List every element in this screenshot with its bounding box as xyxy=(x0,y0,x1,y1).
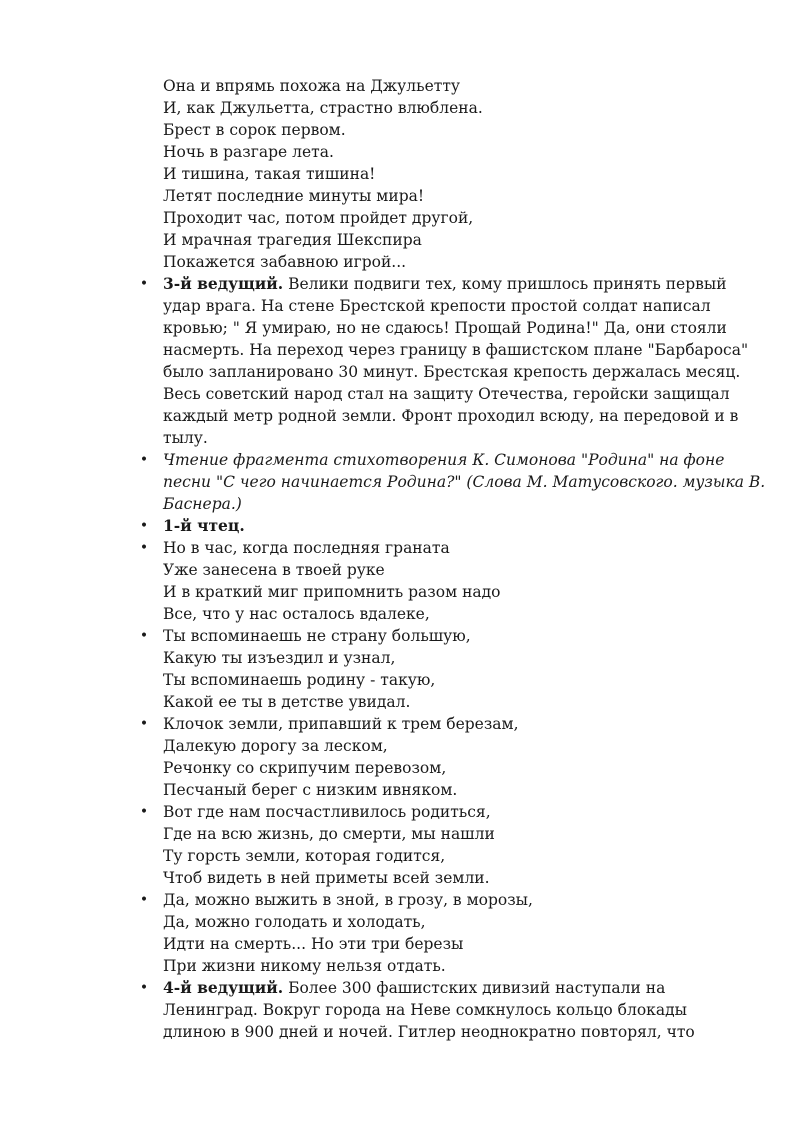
list-item xyxy=(139,801,753,889)
text-line: Какой ее ты в детстве увидал. xyxy=(163,693,411,711)
intro-stanza xyxy=(163,75,753,273)
text-line: кровью; " Я умираю, но не сдаюсь! Прощай Родина!" Да, они стояли xyxy=(163,319,727,337)
text-line: Ночь в разгаре лета. xyxy=(163,143,334,161)
list-item xyxy=(139,273,753,449)
bullet-icon: • xyxy=(139,452,149,468)
document-content xyxy=(139,75,766,1043)
bullet-icon: • xyxy=(139,518,149,534)
text-line: Ленинград. Вокруг города на Неве сомкнулось кольцо блокады xyxy=(163,1001,687,1019)
speaker-label: 1-й чтец. xyxy=(163,516,245,535)
text-line: Но в час, когда последняя граната xyxy=(163,539,450,557)
text-line: Речонку со скрипучим перевозом, xyxy=(163,759,447,777)
list-item xyxy=(139,889,753,977)
text-line: Она и впрямь похожа на Джульетту xyxy=(163,77,461,95)
text-line: длиною в 900 дней и ночей. Гитлер неоднократно повторял, что xyxy=(163,1023,695,1041)
text-line: Вот где нам посчастливилось родиться, xyxy=(163,803,491,821)
list-item xyxy=(139,537,753,625)
stage-direction-line: Чтение фрагмента стихотворения К. Симонова "Родина" на фоне xyxy=(163,451,725,469)
text-line: Брест в сорок первом. xyxy=(163,121,346,139)
bullet-icon: • xyxy=(139,804,149,820)
text-line: И, как Джульетта, страстно влюблена. xyxy=(163,99,483,117)
text-line: Да, можно голодать и холодать, xyxy=(163,913,426,931)
speaker-label: 3-й ведущий. xyxy=(163,274,284,293)
text-line: Чтоб видеть в ней приметы всей земли. xyxy=(163,869,490,887)
text-line xyxy=(163,977,753,999)
list-item xyxy=(139,449,766,515)
text-line: Где на всю жизнь, до смерти, мы нашли xyxy=(163,825,495,843)
text-line: Покажется забавною игрой... xyxy=(163,253,407,271)
text-line: Летят последние минуты мира! xyxy=(163,187,425,205)
list-item xyxy=(139,625,753,713)
text-line: Далекую дорогу за леском, xyxy=(163,737,388,755)
text-line: Уже занесена в твоей руке xyxy=(163,561,385,579)
text-line: Ты вспоминаешь родину - такую, xyxy=(163,671,436,689)
text-line: И в краткий миг припомнить разом надо xyxy=(163,583,501,601)
text-line: Идти на смерть... Но эти три березы xyxy=(163,935,464,953)
text-line: Весь советский народ стал на защиту Отечества, геройски защищал xyxy=(163,385,730,403)
text-line: Клочок земли, припавший к трем березам, xyxy=(163,715,519,733)
text-line: И тишина, такая тишина! xyxy=(163,165,376,183)
text-line: было запланировано 30 минут. Брестская крепость держалась месяц. xyxy=(163,363,741,381)
text-line: тылу. xyxy=(163,429,208,447)
text-line: Ту горсть земли, которая годится, xyxy=(163,847,446,865)
list-item xyxy=(139,977,753,1043)
paragraph-text: Более 300 фашистских дивизий наступали на xyxy=(283,979,666,997)
bullet-icon: • xyxy=(139,716,149,732)
bullet-icon: • xyxy=(139,892,149,908)
bullet-icon: • xyxy=(139,628,149,644)
text-line: Все, что у нас осталось вдалеке, xyxy=(163,605,430,623)
list-item xyxy=(139,515,753,537)
bullet-icon: • xyxy=(139,276,149,292)
list-item xyxy=(139,713,753,801)
text-line: Песчаный берег с низким ивняком. xyxy=(163,781,458,799)
text-line: Какую ты изъездил и узнал, xyxy=(163,649,396,667)
stage-direction-line: песни "С чего начинается Родина?" (Слова М. Матусовского. музыка В. xyxy=(163,473,766,491)
text-line: каждый метр родной земли. Фронт проходил всюду, на передовой и в xyxy=(163,407,739,425)
bullet-icon: • xyxy=(139,980,149,996)
text-line: удар врага. На стене Брестской крепости простой солдат написал xyxy=(163,297,711,315)
text-line xyxy=(163,273,753,295)
stage-direction-line: Баснера.) xyxy=(163,495,242,513)
text-line: Да, можно выжить в зной, в грозу, в морозы, xyxy=(163,891,533,909)
text-line: насмерть. На переход через границу в фашистском плане "Барбароса" xyxy=(163,341,749,359)
speaker-label: 4-й ведущий. xyxy=(163,978,284,997)
bullet-icon: • xyxy=(139,540,149,556)
text-line: При жизни никому нельзя отдать. xyxy=(163,957,446,975)
text-line: Проходит час, потом пройдет другой, xyxy=(163,209,474,227)
text-line: Ты вспоминаешь не страну большую, xyxy=(163,627,471,645)
text-line: И мрачная трагедия Шекспира xyxy=(163,231,422,249)
paragraph-text: Велики подвиги тех, кому пришлось принять первый xyxy=(283,275,727,293)
